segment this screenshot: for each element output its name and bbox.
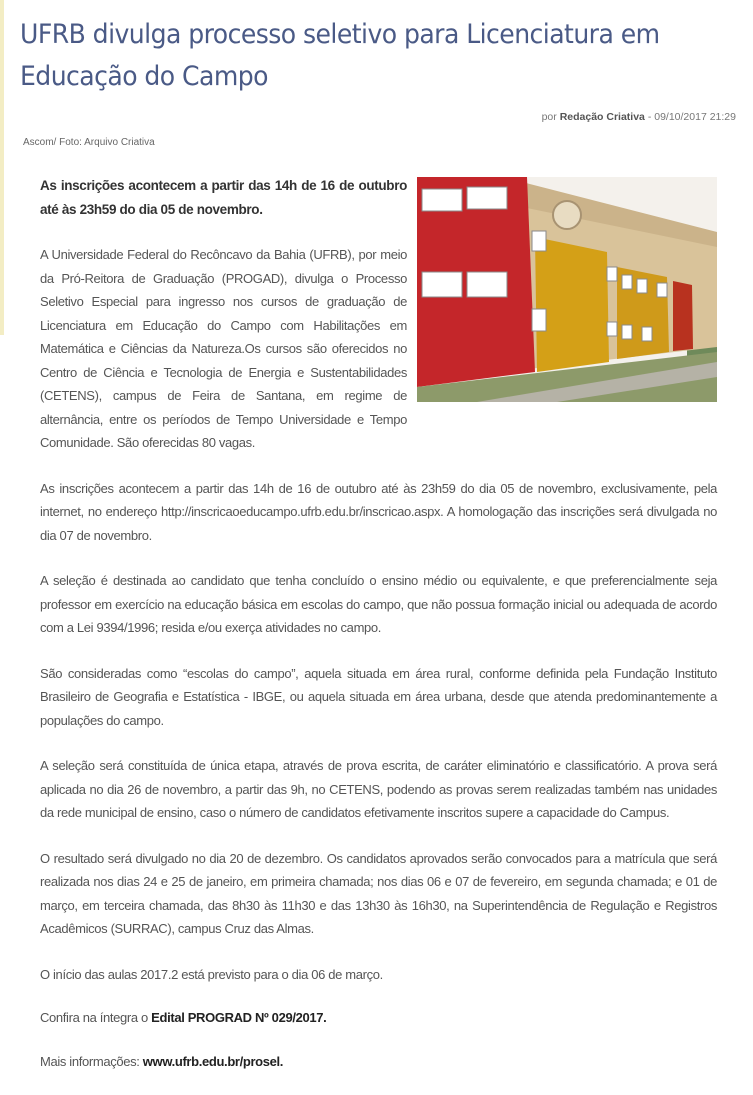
paragraph-7: O início das aulas 2017.2 está previsto para o dia 06 de março. xyxy=(40,966,383,982)
article-title: UFRB divulga processo seletivo para Licenciatura em Educação do Campo xyxy=(20,19,660,92)
article-byline xyxy=(542,111,736,123)
info-line xyxy=(40,1050,717,1074)
paragraph-2: As inscrições acontecem a partir das 14h de 16 de outubro até às 23h59 do dia 05 de novembro, exclusivamente, pela internet, no endereço http://inscricaoeducampo.ufrb.edu.br/inscricao.aspx. A homologação das inscrições será divulgada no dia 07 de novembro. xyxy=(40,480,717,543)
info-link[interactable]: www.ufrb.edu.br/prosel. xyxy=(142,1053,284,1069)
byline-prefix: por xyxy=(541,111,557,123)
photo-caption: Ascom/ Foto: Arquivo Criativa xyxy=(23,137,155,148)
paragraph-3: A seleção é destinada ao candidato que tenha concluído o ensino médio ou equivalente, e que preferencialmente seja professor em exercício na educação básica em escolas do campo, que não possua formação inicial ou adequada de acordo com a Lei 9394/1996; resida e/ou exerça atividades no campo. xyxy=(40,573,717,635)
publish-date: - 09/10/2017 21:29 xyxy=(647,111,736,123)
campus-building-photo xyxy=(417,177,717,402)
edital-line xyxy=(40,1006,717,1030)
paragraph-1: A Universidade Federal do Recôncavo da Bahia (UFRB), por meio da Pró-Reitora de Graduação (PROGAD), divulga o Processo Seletivo Especial para ingresso nos cursos de graduação de Licenciatura em Educação do Campo com Habilitações em Matemática e Ciências da Natureza.Os cursos são oferecidos no Centro de Ciência e Tecnologia de Energia e Sustentabilidades (CETENS), campus de Feira de Santana, em regime de alternância, entre os períodos de Tempo Universidade e Tempo Comunidade. São oferecidas 80 vagas. xyxy=(40,247,407,450)
edital-link[interactable]: Edital PROGRAD Nº 029/2017. xyxy=(151,1010,327,1025)
left-accent-bar xyxy=(0,0,4,335)
paragraph-4: São consideradas como “escolas do campo”, aquela situada em área rural, conforme definida pela Fundação Instituto Brasileiro de Geografia e Estatística - IBGE, ou aquela situada em área urbana, desde que atenda predominantemente a populações do campo. xyxy=(40,665,717,728)
article-lead: As inscrições acontecem a partir das 14h de 16 de outubro até às 23h59 do dia 05 de novembro. xyxy=(40,178,407,217)
author-link[interactable]: Redação Criativa xyxy=(559,111,645,123)
paragraph-6: O resultado será divulgado no dia 20 de dezembro. Os candidatos aprovados serão convocados para a matrícula que será realizada nos dias 24 e 25 de janeiro, em primeira chamada; nos dias 06 e 07 de fevereiro, em segunda chamada; e 01 de março, em terceira chamada, das 8h30 às 11h30 e das 13h30 às 16h30, na Superintendência de Regulação e Registros Acadêmicos (SURRAC), campus Cruz das Almas. xyxy=(40,850,717,936)
paragraph-5: A seleção será constituída de única etapa, através de prova escrita, de caráter eliminatório e classificatório. A prova será aplicada no dia 26 de novembro, a partir das 9h, no CETENS, podendo as provas serem realizadas também nas unidades da rede municipal de ensino, caso o número de candidatos efetivamente inscritos supere a capacidade do Campus. xyxy=(40,758,717,820)
article-body xyxy=(40,174,717,1095)
info-prefix: Mais informações: xyxy=(40,1053,140,1069)
edital-prefix: Confira na íntegra o xyxy=(40,1010,148,1025)
